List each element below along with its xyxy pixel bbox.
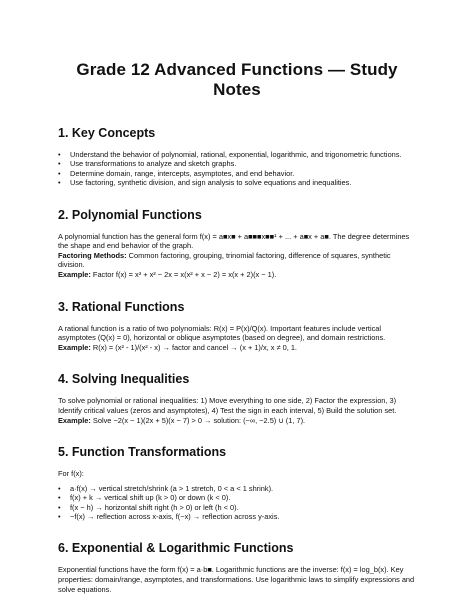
section-rational-functions — [58, 300, 416, 353]
paragraph: Exponential functions have the form f(x) = a·b■. Logarithmic functions are the inverse: f(x) = log_b(x). Key properties: domain/range, asymptotes, and transformations. Use logarithmic laws to simplify expressions and solve equations. — [58, 565, 415, 594]
paragraph: To solve polynomial or rational inequalities: 1) Move everything to one side, 2) Factor the expression, 3) Identify critical values (zeros and asymptotes), 4) Test the sign in each interval, 5) Build the solution set. — [58, 396, 397, 415]
label: Example: — [58, 342, 91, 352]
example — [58, 416, 416, 426]
transformation-list — [58, 484, 416, 522]
section-exponential-logarithmic — [58, 541, 416, 594]
list-item: • f(x − h) → horizontal shift right (h > 0) or left (h < 0). — [70, 503, 416, 512]
list-item: • Determine domain, range, intercepts, asymptotes, and end behavior. — [70, 169, 416, 178]
section-heading: 6. Exponential & Logarithmic Functions — [58, 541, 294, 556]
example — [58, 343, 416, 353]
section-heading: 4. Solving Inequalities — [58, 372, 190, 387]
paragraph: A polynomial function has the general form f(x) = a■x■ + a■■■x■■¹ + ... + a■x + a■. The degree determines the shape and end behavior of the graph. — [58, 231, 410, 251]
example — [58, 270, 416, 280]
section-heading: 2. Polynomial Functions — [58, 207, 202, 222]
list-item: • Understand the behavior of polynomial, rational, exponential, logarithmic, and trigonometric functions. — [70, 150, 416, 159]
list-item: • a·f(x) → vertical stretch/shrink (a > 1 stretch, 0 < a < 1 shrink). — [70, 484, 416, 493]
section-polynomial-functions — [58, 208, 416, 280]
intro: For f(x): — [58, 469, 84, 479]
list-item: • f(x) + k → vertical shift up (k > 0) or down (k < 0). — [70, 493, 416, 502]
section-heading: 3. Rational Functions — [58, 299, 185, 314]
section-heading: 1. Key Concepts — [58, 126, 156, 140]
text: Common factoring, grouping, trinomial factoring, difference of squares, synthetic division. — [58, 250, 391, 270]
label: Example: — [58, 415, 91, 425]
text: Factor f(x) = x³ + x² − 2x = x(x² + x − 2) = x(x + 2)(x − 1). — [90, 270, 277, 279]
list-item: • Use factoring, synthetic division, and sign analysis to solve equations and inequalities. — [70, 178, 416, 187]
list-item: • −f(x) → reflection across x-axis, f(−x) → reflection across y-axis. — [70, 512, 416, 521]
section-function-transformations — [58, 445, 416, 521]
text: Solve −2(x − 1)(2x + 5)(x − 7) > 0 → solution: (−∞, −2.5) ∪ (1, 7). — [90, 415, 306, 425]
label: Example: — [58, 270, 91, 279]
paragraph: A rational function is a ratio of two polynomials: R(x) = P(x)/Q(x). Important features include vertical asymptotes (Q(x) = 0), horizontal or oblique asymptotes (based on degree), and domain restrictions. — [58, 323, 386, 343]
label: Factoring Methods: — [58, 250, 127, 260]
list-item: • Use transformations to analyze and sketch graphs. — [70, 159, 416, 168]
section-solving-inequalities — [58, 372, 416, 425]
section-heading: 5. Function Transformations — [58, 445, 227, 460]
section-key-concepts — [58, 126, 416, 188]
factoring-methods — [58, 251, 416, 270]
concept-list — [58, 150, 416, 188]
page-title: Grade 12 Advanced Functions — Study Notes — [76, 60, 398, 99]
text: R(x) = (x² - 1)/(x² - x) → factor and cancel → (x + 1)/x, x ≠ 0, 1. — [90, 342, 297, 352]
